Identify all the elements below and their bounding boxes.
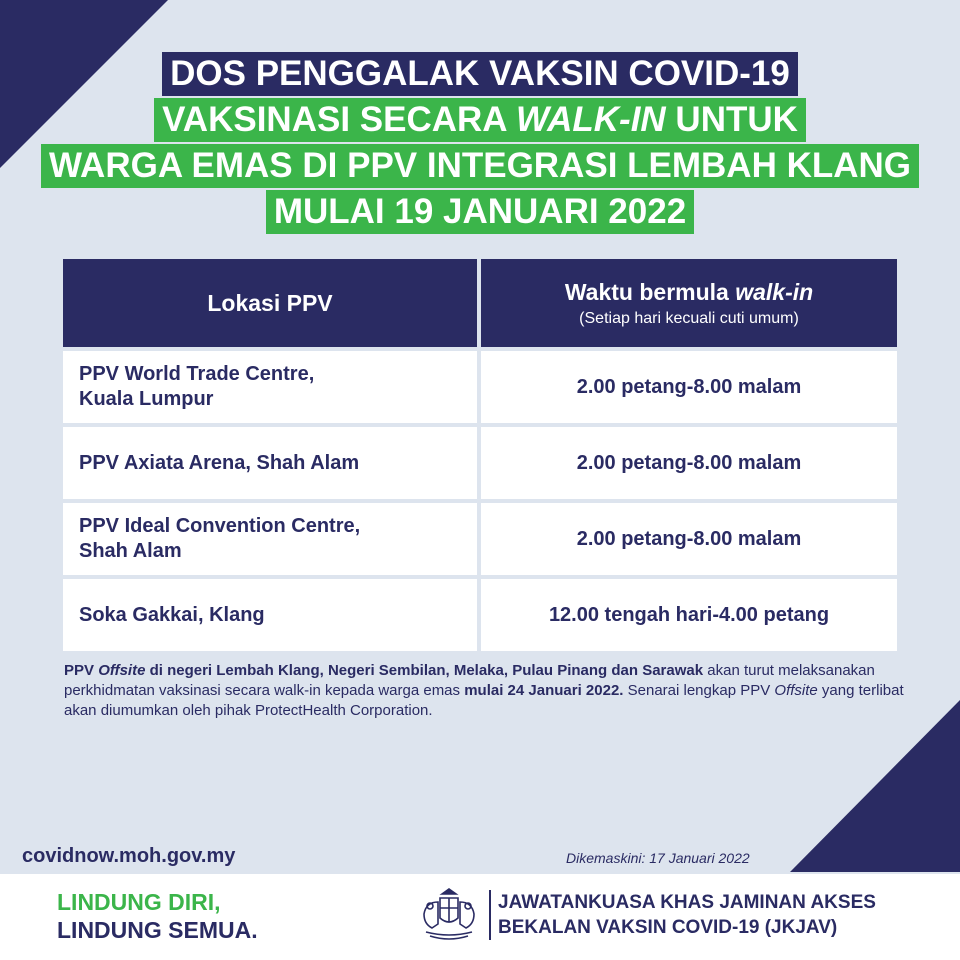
location-text: Soka Gakkai, Klang [79, 603, 265, 626]
location-text: PPV Ideal Convention Centre, Shah Alam [79, 515, 361, 562]
header-location [63, 259, 477, 347]
updated-date: Dikemaskini: 17 Januari 2022 [566, 850, 750, 866]
time-cell: 2.00 petang-8.00 malam [481, 427, 897, 499]
corner-triangle-bottom-right [790, 700, 960, 872]
location-cell [63, 427, 477, 499]
header-time-label: Waktu bermula walk-in [564, 278, 814, 305]
offsite-note: PPV Offsite di negeri Lembah Klang, Negeri Sembilan, Melaka, Pulau Pinang dan Sarawak akan turut melaksanakan perkhidmatan vaksinasi secara walk-in kepada warga emas mulai 24 Januari 2022. Senarai lengkap PPV Offsite yang terlibat akan diumumkan oleh pihak ProtectHealth Corporation. [64, 662, 904, 719]
title-block [0, 52, 960, 234]
org-line-1: JAWATANKUASA KHAS JAMINAN AKSES [498, 892, 876, 913]
organization-name [498, 890, 876, 940]
ppv-schedule-table [63, 259, 897, 655]
table-header-row [63, 259, 897, 347]
header-time-subtitle: (Setiap hari kecuali cuti umum) [579, 309, 799, 327]
time-cell: 2.00 petang-8.00 malam [481, 351, 897, 423]
location-cell [63, 351, 477, 423]
malaysia-coat-of-arms-icon [416, 888, 482, 942]
footer [0, 874, 960, 960]
table-row [63, 579, 897, 651]
org-line-2: BEKALAN VAKSIN COVID-19 (JKJAV) [498, 917, 838, 938]
title-line-4: MULAI 19 JANUARI 2022 [266, 190, 694, 234]
slogan-line-1: LINDUNG DIRI, [57, 889, 221, 915]
title-line-2: VAKSINASI SECARA WALK-IN UNTUK [154, 98, 806, 142]
website-url: covidnow.moh.gov.my [22, 845, 236, 867]
location-cell [63, 579, 477, 651]
table-row [63, 351, 897, 423]
table-row [63, 427, 897, 499]
slogan [57, 888, 258, 944]
title-line-1: DOS PENGGALAK VAKSIN COVID-19 [162, 52, 798, 96]
header-time [481, 259, 897, 347]
time-cell: 2.00 petang-8.00 malam [481, 503, 897, 575]
location-text: PPV Axiata Arena, Shah Alam [79, 451, 360, 474]
slogan-line-2: LINDUNG SEMUA. [57, 917, 258, 943]
footer-divider [489, 890, 491, 940]
header-location-label: Lokasi PPV [207, 289, 333, 316]
location-cell [63, 503, 477, 575]
location-text: PPV World Trade Centre, Kuala Lumpur [79, 363, 315, 410]
time-cell: 12.00 tengah hari-4.00 petang [481, 579, 897, 651]
table-row [63, 503, 897, 575]
title-line-3: WARGA EMAS DI PPV INTEGRASI LEMBAH KLANG [41, 144, 919, 188]
walk-in-emphasis: WALK-IN [516, 100, 666, 139]
